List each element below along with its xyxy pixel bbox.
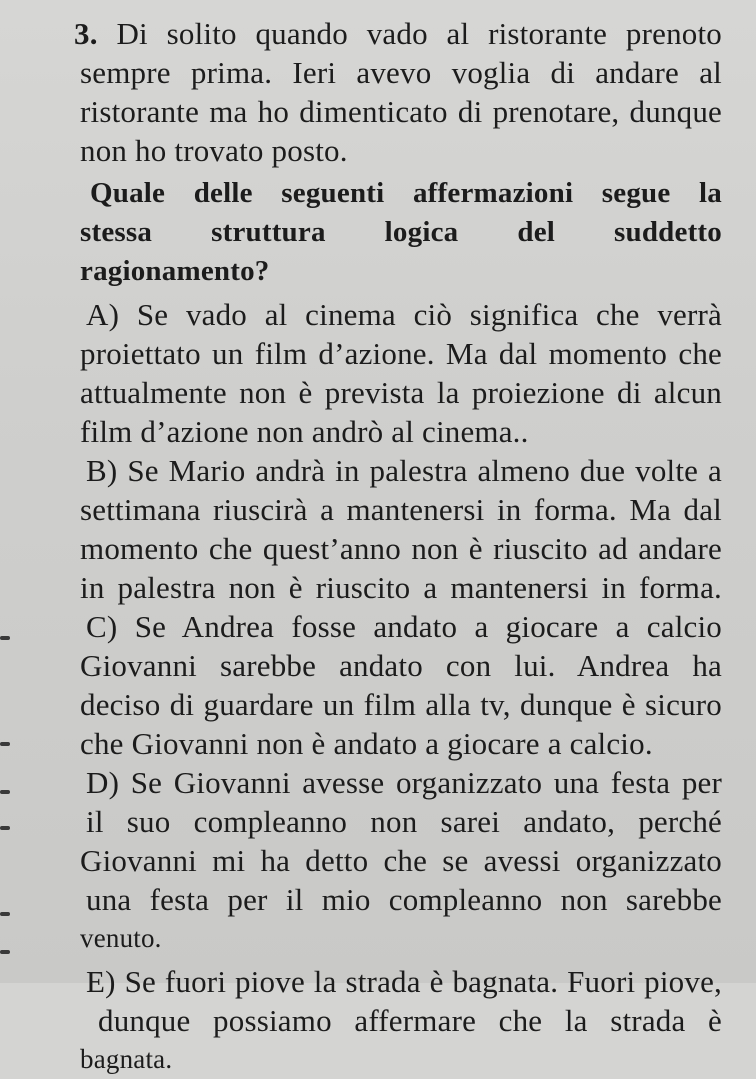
binding-mark [0, 636, 10, 640]
option-line: settimana riuscirà a mantenersi in forma. Ma dal [80, 492, 722, 527]
question-line: ristorante ma ho dimenticato di prenotare, dunque [80, 94, 722, 129]
option-line: Se fuori piove la strada è bagnata. Fuori piove, [124, 964, 722, 999]
option-line: film d’azione non andrò al cinema.. [80, 414, 529, 449]
prompt-line: stessa struttura logica del suddetto [80, 216, 722, 248]
answer-option-b [80, 451, 722, 607]
option-line: bagnata. [80, 1044, 173, 1074]
option-line: attualmente non è prevista la proiezione di alcun [80, 375, 722, 410]
option-line: una festa per il mio compleanno non sarebbe [86, 882, 722, 917]
option-line: Se Andrea fosse andato a giocare a calcio [134, 609, 723, 644]
prompt-line: Quale delle seguenti affermazioni segue la [90, 177, 722, 209]
question-line: Di solito quando vado al ristorante prenoto [116, 16, 723, 51]
option-line: Giovanni sarebbe andato con lui. Andrea ha [80, 648, 722, 683]
option-label: A) [86, 297, 120, 332]
option-line: Se Giovanni avesse organizzato una festa per [130, 765, 722, 800]
answer-option-e [80, 962, 722, 1079]
option-line: deciso di guardare un film alla tv, dunque è sicuro [80, 687, 722, 722]
option-line: che Giovanni non è andato a giocare a calcio. [80, 726, 653, 761]
option-line: venuto. [80, 923, 162, 953]
binding-mark [0, 912, 10, 916]
answer-option-c [80, 607, 722, 763]
option-line: Giovanni mi ha detto che se avessi organizzato [80, 843, 722, 878]
option-line: dunque possiamo affermare che la strada è [98, 1003, 722, 1038]
option-line: in palestra non è riuscito a mantenersi in forma. [80, 570, 722, 605]
question-number: 3. [74, 16, 98, 51]
question-line: non ho trovato posto. [80, 133, 348, 168]
option-line: il suo compleanno non sarei andato, perché [86, 804, 722, 839]
answer-option-a [80, 295, 722, 451]
option-line: Se vado al cinema ciò significa che verrà [136, 297, 723, 332]
option-label: C) [86, 609, 118, 644]
option-label: D) [86, 765, 120, 800]
answer-option-d [80, 763, 722, 958]
binding-mark [0, 826, 10, 830]
question-prompt [80, 174, 722, 291]
option-label: B) [86, 453, 118, 488]
option-line: Se Mario andrà in palestra almeno due volte a [127, 453, 723, 488]
binding-mark [0, 790, 10, 794]
binding-mark [0, 742, 10, 746]
question-line: sempre prima. Ieri avevo voglia di andare al [80, 55, 722, 90]
option-line: momento che quest’anno non è riuscito ad andare [80, 531, 722, 566]
option-line: proiettato un film d’azione. Ma dal momento che [80, 336, 722, 371]
option-label: E) [86, 964, 116, 999]
prompt-line: ragionamento? [80, 255, 270, 287]
question-stem [74, 14, 723, 170]
binding-mark [0, 950, 10, 954]
